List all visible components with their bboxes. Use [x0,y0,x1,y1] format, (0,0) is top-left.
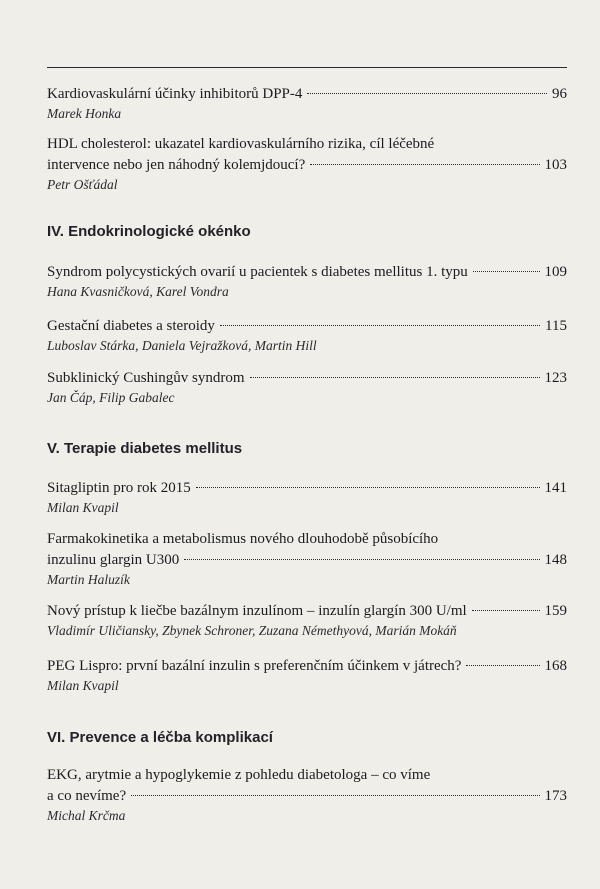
dot-leader [131,795,539,796]
entry-title [47,316,567,337]
toc-entry-sitagliptin[interactable] [47,478,567,517]
entry-title [47,368,567,389]
entry-title-line1: EKG, arytmie a hypoglykemie z pohledu diabetologa – co víme [47,767,431,783]
entry-author: Marek Honka [47,106,122,121]
section-heading-v: V. Terapie diabetes mellitus [47,440,243,457]
entry-author: Michal Krčma [47,808,126,823]
entry-title-line2: intervence nebo jen náhodný kolemjdoucí? [47,157,306,173]
entry-title [47,550,567,571]
page-number: 96 [552,86,567,102]
entry-author: Martin Haluzík [47,572,130,587]
entry-author: Vladimír Uličiansky, Zbynek Schroner, Zuzana Némethyová, Marián Mokáň [47,623,457,638]
entry-title-text: Syndrom polycystických ovarií u pacientek s diabetes mellitus 1. typu [47,264,468,280]
dot-leader [466,665,539,666]
dot-leader [196,487,540,488]
page-number: 109 [544,264,567,280]
page-number: 115 [545,318,567,334]
dot-leader [250,377,540,378]
entry-title-text: Nový prístup k liečbe bazálnym inzulínom – inzulín glargín 300 U/ml [47,603,467,619]
entry-title-text: Sitagliptin pro rok 2015 [47,480,191,496]
toc-entry-glargin-sk[interactable] [47,601,567,640]
page-number: 168 [544,658,567,674]
entry-title-text: Kardiovaskulární účinky inhibitorů DPP-4 [47,86,303,102]
toc-entry-glargin-u300[interactable] [47,529,567,589]
section-heading-vi: VI. Prevence a léčba komplikací [47,729,273,746]
entry-author: Hana Kvasničková, Karel Vondra [47,284,229,299]
toc-entry-hdl[interactable] [47,134,567,194]
entry-title [47,478,567,499]
entry-author: Milan Kvapil [47,678,119,693]
page-number: 141 [544,480,567,496]
toc-entry-cushing[interactable] [47,368,567,407]
entry-title-line2: a co nevíme? [47,788,127,804]
entry-author: Jan Čáp, Filip Gabalec [47,390,175,405]
toc-entry-gestational[interactable] [47,316,567,355]
section-heading-iv: IV. Endokrinologické okénko [47,223,251,240]
entry-title [47,262,567,283]
page-number: 159 [544,603,567,619]
dot-leader [307,93,547,94]
header-rule [47,67,567,68]
entry-title [47,786,567,807]
page-number: 103 [544,157,567,173]
entry-author: Luboslav Stárka, Daniela Vejražková, Martin Hill [47,338,317,353]
entry-author: Milan Kvapil [47,500,119,515]
toc-entry-peg-lispro[interactable] [47,656,567,695]
entry-title [47,656,567,677]
dot-leader [310,164,539,165]
toc-entry-pcos[interactable] [47,262,567,301]
entry-title-line1: HDL cholesterol: ukazatel kardiovaskulárního rizika, cíl léčebné [47,136,435,152]
entry-title [47,155,567,176]
page-number: 123 [544,370,567,386]
entry-title [47,84,567,105]
dot-leader [220,325,540,326]
dot-leader [473,271,540,272]
entry-title-line2: inzulinu glargin U300 [47,552,180,568]
entry-title [47,601,567,622]
page-number: 173 [544,788,567,804]
toc-entry-dpp4[interactable] [47,84,567,123]
dot-leader [472,610,540,611]
entry-author: Petr Ošťádal [47,177,118,192]
toc-entry-ekg[interactable] [47,765,567,825]
entry-title-line1: Farmakokinetika a metabolismus nového dlouhodobě působícího [47,531,439,547]
dot-leader [184,559,539,560]
entry-title-text: Gestační diabetes a steroidy [47,318,215,334]
page-number: 148 [544,552,567,568]
entry-title-text: PEG Lispro: první bazální inzulin s preferenčním účinkem v játrech? [47,658,462,674]
entry-title-text: Subklinický Cushingův syndrom [47,370,245,386]
